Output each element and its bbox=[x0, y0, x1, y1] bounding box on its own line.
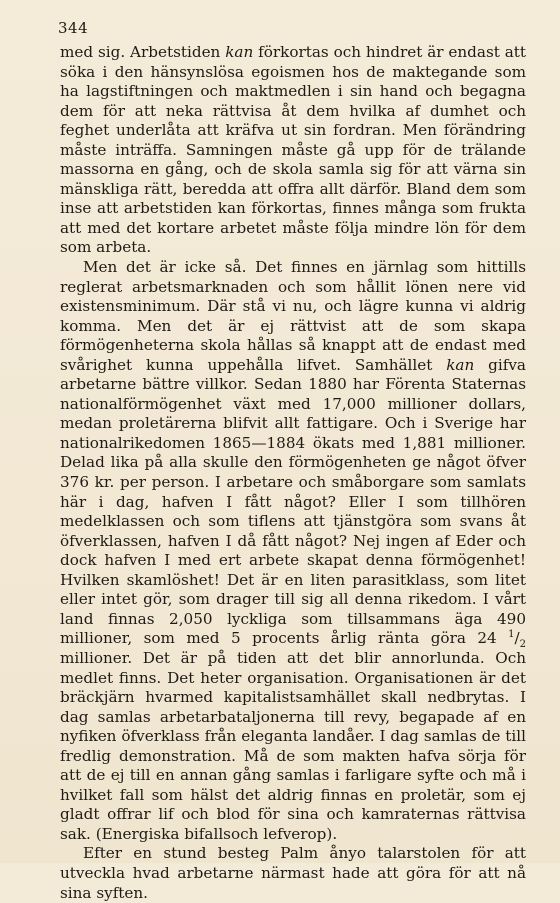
body-text bbox=[60, 43, 526, 903]
page-number: 344 bbox=[58, 19, 89, 37]
emphasis-text: kan bbox=[225, 43, 254, 61]
paragraph-3 bbox=[60, 844, 526, 903]
paragraph-1 bbox=[60, 43, 526, 258]
text-segment: förkortas och hindret är endast att söka i den hänsynslösa egoismen hos de maktegande som ha lagstiftningen och maktmedlen i sin hand och begagna dem för att neka rättvisa åt dem hvilka af dumhet och feghet underlåta att kräfva ut sin fordran. Men förändring måste inträffa. Samningen måste gå upp för de trälande massorna en gång, och de skola samla sig för att värna sin mänskliga rätt, beredda att offra allt därför. Bland dem som inse att arbetstiden kan förkortas, finnes många som frukta att med det kortare arbetet måste följa mindre lön för dem som arbeta. bbox=[60, 43, 526, 257]
text-segment: med sig. Arbetstiden bbox=[60, 43, 226, 61]
text-segment: millioner. Det är på tiden att det blir annorlunda. Och medlet finns. Det heter organisation. Organisationen är det bräckjärn hvarmed kapitalistsamhället skall nedbrytas. I dag samlas arbetarbataljonerna till revy, begapade af en nyfiken öfverklass från eleganta landåer. I dag samlas de till fredlig demonstration. Må de som makten hafva sörja för att de ej till en annan gång samlas i farligare syfte och må i hvilket fall som hälst det aldrig finnas en proletär, som ej gladt offrar lif och blod för sina och kamraternas rättvisa sak. (Energiska bifallsoch lefverop). bbox=[60, 648, 526, 843]
text-segment: gifva arbetarne bättre villkor. Sedan 1880 har Förenta Staternas nationalförmögenhet växt med 17,000 millioner dollars, medan proletärerna blifvit allt fattigare. Och i Sverige har nationalrikedomen 1865—1884 ökats med 1,881 millioner. Delad lika på alla skulle den förmögenheten ge något öfver 376 kr. per person. I arbetare och småborgare som samlats här i dag, hafven I fått något? Eller I som tillhören medelklassen och som tiflens att tjänstgöra som svans åt öfverklassen, hafven I då fått något? Nej ingen af Eder och dock hafven I med ert arbete skapat denna förmögenhet! Hvilken skamlöshet! Det är en liten parasitklass, som litet eller intet gör, som drager till sig all denna rikedom. I vårt land finnas 2,050 lyckliga som tillsammans äga 490 millioner, som med 5 procents årlig ränta göra 24 bbox=[60, 355, 526, 648]
paragraph-2 bbox=[60, 258, 526, 844]
text-segment: Men det är icke så. Det finnes en järnlag som hittills reglerat arbetsmarknaden och som hållit lönen nere vid existensminimum. Där stå vi nu, och lägre kunna vi aldrig komma. Men det är ej rättvist att de som skapa förmögenheterna skola hållas så knappt att de endast med svårighet kunna uppehålla lifvet. Samhället bbox=[60, 258, 526, 374]
emphasis-text: kan bbox=[446, 355, 475, 374]
text-segment: Efter en stund besteg Palm ånyo talarstolen för att utveckla hvad arbetarne närmast hade att göra för att nå sina syften. bbox=[60, 844, 526, 902]
fraction-numerator: 1 bbox=[508, 629, 515, 641]
fraction-slash: / bbox=[514, 629, 520, 648]
fraction-denominator: 2 bbox=[519, 639, 526, 651]
